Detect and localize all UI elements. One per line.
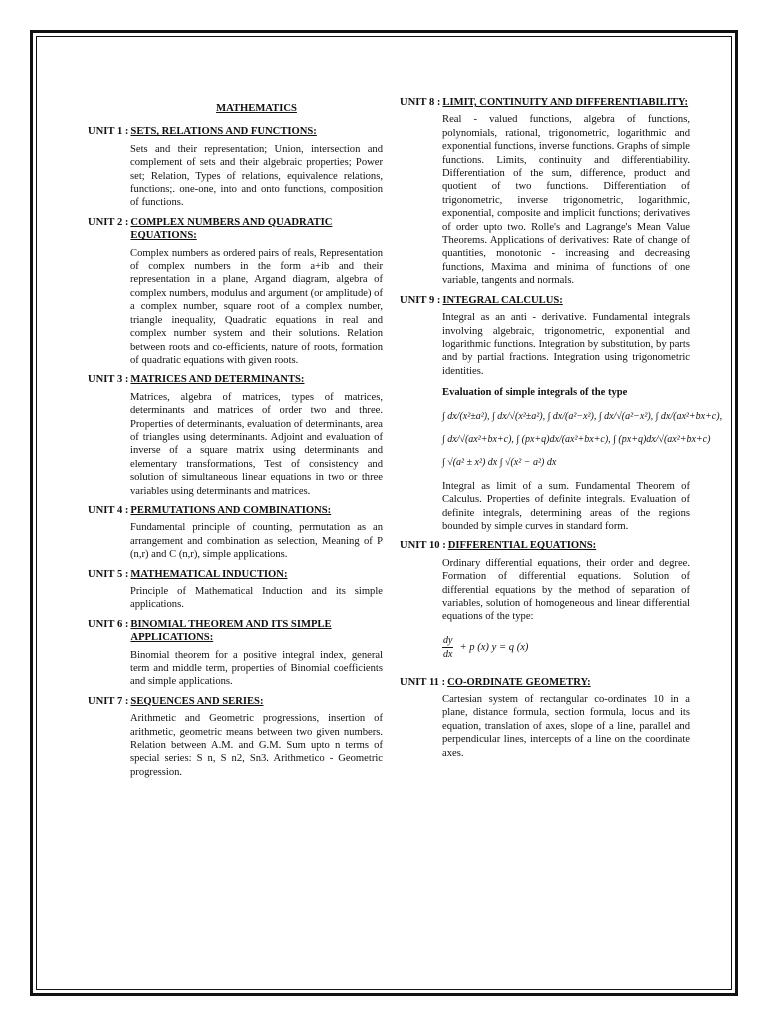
unit-heading: [88, 568, 383, 581]
unit-body: Cartesian system of rectangular co-ordinates 10 in a plane, distance formula, section formula, locus and its equation, translation of axes, slope of a line, parallel and perpendicular lines, intercepts of a line on the coordinate axes.: [442, 694, 690, 759]
integral-formula-row-2: ∫ dx/√(ax²+bx+c), ∫ (px+q)dx/(ax²+bx+c), ∫ (px+q)dx/√(ax²+bx+c): [442, 433, 711, 445]
unit-6: [88, 618, 383, 689]
unit-heading: [88, 216, 383, 243]
unit-body: Complex numbers as ordered pairs of reals, Representation of complex numbers in the form a+ib and their representation in a plane, Argand diagram, algebra of complex numbers, modulus and argument (or amplitude) of a complex number, square root of a complex number, triangle inequality, Quadratic equations in real and complex number system and their solutions. Relation between roots and co-efficients, nature of roots, formation of quadratic equations with given roots.: [130, 247, 383, 366]
unit-title: DIFFERENTIAL EQUATIONS:: [447, 540, 597, 552]
unit-title: PERMUTATIONS AND COMBINATIONS:: [130, 504, 332, 516]
unit-heading: [88, 373, 383, 386]
unit-heading: [400, 676, 690, 689]
unit-body: Real - valued functions, algebra of functions, polynomials, rational, trigonometric, logarithmic and exponential functions, inverse functions. Graphs of simple functions. Limits, continuity and differentiability. Differentiation of the sum, difference, product and quotient of two functions. Differentiation of trigonometric, inverse trigonometric, logarithmic, exponential, composite and implicit functions; derivatives of order upto two. Rolle's and Lagrange's Mean Value Theorems. Applications of derivatives: Rate of change of quantities, monotonic - increasing and decreasing functions, Maxima and minima of functions of one variable, tangents and normals.: [442, 114, 690, 287]
left-column: [88, 96, 383, 785]
unit-body: Sets and their representation; Union, intersection and complement of sets and their algebraic properties; Power set; Relation, Types of relations, equivalence relations, functions;. one-one, into and onto functions, composition of functions.: [130, 143, 383, 209]
unit-label: UNIT 1 :: [88, 126, 129, 138]
unit-1: [88, 125, 383, 209]
unit-label: UNIT 4 :: [88, 504, 129, 516]
right-column: [400, 96, 723, 766]
unit-9: [400, 294, 723, 534]
integrals-subheading: Evaluation of simple integrals of the type: [442, 387, 628, 399]
unit-body: Fundamental principle of counting, permutation as an arrangement and combination as selection, Meaning of P (n,r) and C (n,r), simple applications.: [130, 522, 383, 561]
unit-10: [400, 539, 690, 661]
unit-title: BINOMIAL THEOREM AND ITS SIMPLE APPLICATIONS:: [130, 618, 332, 644]
unit-body: Arithmetic and Geometric progressions, insertion of arithmetic, geometric means between two given numbers. Relation between A.M. and G.M. Sum upto n terms of special series: S n, S n2, Sn3. Arithmetico - Geometric progression.: [130, 713, 383, 778]
unit-title: INTEGRAL CALCULUS:: [442, 294, 563, 306]
integral-formula-row-3: ∫ √(a² ± x²) dx ∫ √(x² − a²) dx: [442, 457, 557, 469]
unit-title: SEQUENCES AND SERIES:: [130, 695, 264, 707]
unit-4: [88, 504, 383, 562]
unit-label: UNIT 7 :: [88, 695, 129, 707]
fraction-denominator: dx: [443, 649, 453, 661]
fraction-numerator: dy: [442, 634, 453, 648]
equation-rest: + p (x) y = q (x): [459, 642, 529, 654]
unit-label: UNIT 3 :: [88, 374, 129, 386]
unit-heading: [400, 294, 690, 307]
dy-dx-fraction: [442, 634, 453, 662]
unit-heading: [400, 539, 690, 552]
unit-title: MATRICES AND DETERMINANTS:: [130, 374, 305, 386]
unit-label: UNIT 10 :: [400, 540, 446, 552]
unit-7: [88, 695, 383, 779]
unit-label: UNIT 9 :: [400, 294, 441, 306]
unit-heading: [88, 695, 383, 708]
unit-body-continued: Integral as limit of a sum. Fundamental Theorem of Calculus. Properties of definite integrals. Evaluation of definite integrals, determining areas of the regions bounded by simple curves in standard form.: [442, 480, 690, 532]
unit-title: SETS, RELATIONS AND FUNCTIONS:: [130, 126, 317, 138]
unit-label: UNIT 6 :: [88, 618, 129, 630]
unit-body: Matrices, algebra of matrices, types of matrices, determinants and matrices of order two and three. Properties of determinants, evaluation of determinants, area of triangles using determinants. Adjoint and evaluation of inverse of a square matrix using determinants and elementary transformations, Test of consistency and solution of simultaneous linear equations in two or three variables using determinants and matrices.: [130, 391, 383, 497]
unit-label: UNIT 8 :: [400, 97, 441, 108]
integral-formula-row-1: ∫ dx/(x²±a²), ∫ dx/√(x²±a²), ∫ dx/(a²−x²), ∫ dx/√(a²−x²), ∫ dx/(ax²+bx+c),: [442, 410, 723, 422]
differential-equation: [442, 634, 690, 662]
unit-heading: [88, 125, 383, 138]
unit-title: MATHEMATICAL INDUCTION:: [130, 568, 288, 580]
unit-heading: [400, 96, 690, 109]
unit-body: Ordinary differential equations, their order and degree. Formation of differential equations. Solution of differential equations by the method of separation of variables, solution of homogeneous and linear differential equations of the type:: [442, 557, 690, 623]
unit-title: LIMIT, CONTINUITY AND DIFFERENTIABILITY:: [442, 97, 689, 108]
unit-5: [88, 568, 383, 612]
unit-label: UNIT 2 :: [88, 216, 129, 228]
unit-2: [88, 216, 383, 367]
unit-8: [400, 96, 690, 288]
unit-body: Principle of Mathematical Induction and its simple applications.: [130, 586, 383, 611]
unit-heading: [88, 618, 383, 645]
page-title: MATHEMATICS: [216, 103, 297, 114]
unit-body: Integral as an anti - derivative. Fundamental integrals involving algebraic, trigonometric, exponential and logarithmic functions. Integration by substitution, by parts and by partial fractions. Integration using trigonometric identities.: [442, 312, 690, 377]
unit-3: [88, 373, 383, 498]
unit-label: UNIT 5 :: [88, 568, 129, 580]
unit-label: UNIT 11 :: [400, 676, 446, 688]
unit-body: Binomial theorem for a positive integral index, general term and middle term, properties of Binomial coefficients and simple applications.: [130, 649, 383, 688]
unit-heading: [88, 504, 383, 517]
unit-title: CO-ORDINATE GEOMETRY:: [447, 676, 591, 688]
unit-11: [400, 676, 690, 760]
unit-title: COMPLEX NUMBERS AND QUADRATIC EQUATIONS:: [130, 216, 333, 242]
